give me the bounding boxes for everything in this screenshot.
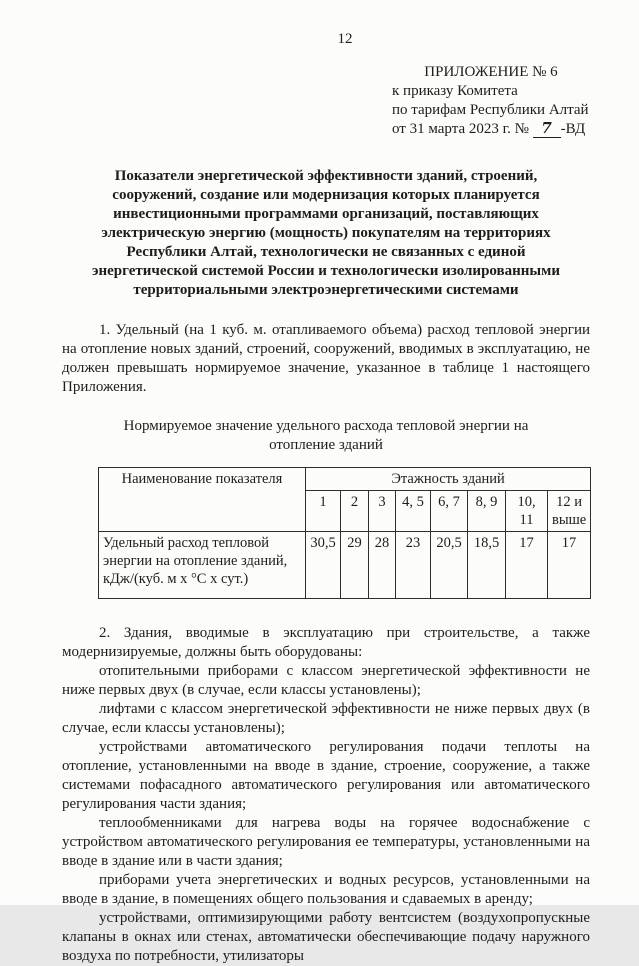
handwritten-order-number: 7 <box>541 119 552 137</box>
paragraph-2-item-meters: приборами учета энергетических и водных ресурсов, установленными на вводе в здание, в помещениях общего пользования и сдаваемых в аренду; <box>62 872 590 907</box>
value-cell: 30,5 <box>306 532 341 599</box>
appendix-order-line2: по тарифам Республики Алтай <box>392 102 589 118</box>
appendix-order-line1: к приказу Комитета <box>392 83 518 99</box>
value-cell: 29 <box>341 532 369 599</box>
indicator-name-header: Наименование показателя <box>99 468 306 532</box>
paragraph-1: 1. Удельный (на 1 куб. м. отапливаемого объема) расход тепловой энергии на отопление новых зданий, строений, сооружений, вводимых в эксплуатацию, не должен превышать нормируемое значение, указанное в таблице 1 настоящего Приложения. <box>62 322 590 395</box>
floor-header: 12 и выше <box>548 491 591 532</box>
norm-table <box>98 467 591 599</box>
paragraph-2-item-vent-systems: устройствами, оптимизирующими работу вентсистем (воздухопропускные клапаны в окнах или стенах, автоматически обеспечивающие подачу наружного воздуха по потребности, утилизаторы <box>62 910 590 964</box>
floor-header: 1 <box>306 491 341 532</box>
storeys-group-header: Этажность зданий <box>306 468 591 491</box>
paragraph-2-item-heating: отопительными приборами с классом энергетической эффективности не ниже первых двух (в случае, если классы установлены); <box>62 663 590 698</box>
order-date-suffix: -ВД <box>560 121 586 137</box>
floor-header: 10, 11 <box>506 491 548 532</box>
floor-header: 8, 9 <box>468 491 506 532</box>
page-number: 12 <box>337 31 353 47</box>
paragraph-2-item-heat-exchangers: теплообменниками для нагрева воды на горячее водоснабжение с устройством автоматического регулирования ее температуры, установленными на вводе в здание или в части здания; <box>62 815 590 869</box>
table-data-row <box>99 532 591 599</box>
order-number-blank <box>533 121 561 138</box>
table-caption: Нормируемое значение удельного расхода тепловой энергии на отопление зданий <box>123 418 529 453</box>
appendix-title: ПРИЛОЖЕНИЕ № 6 <box>424 64 558 80</box>
value-cell: 20,5 <box>431 532 468 599</box>
appendix-heading <box>392 63 590 139</box>
value-cell: 28 <box>369 532 396 599</box>
value-cell: 17 <box>506 532 548 599</box>
body-paragraphs <box>62 624 590 966</box>
appendix-date-line <box>392 120 590 139</box>
value-cell: 23 <box>396 532 431 599</box>
value-cell: 17 <box>548 532 591 599</box>
paragraph-2-item-elevators: лифтами с классом энергетической эффективности не ниже первых двух (в случае, если классы установлены); <box>62 701 590 736</box>
document-title: Показатели энергетической эффективности зданий, строений, сооружений, создание или модернизация которых планируется инвестиционными программами организаций, поставляющих электрическую энергию (мощность) покупателям на территориях Республики Алтай, технологически не связанных с единой энергетической системой России и технологически изолированными территориальными электроэнергетическими системами <box>91 168 561 298</box>
floor-header: 3 <box>369 491 396 532</box>
floor-header: 2 <box>341 491 369 532</box>
paragraph-2: 2. Здания, вводимые в эксплуатацию при строительстве, а также модернизируемые, должны быть оборудованы: <box>62 625 590 660</box>
order-date-prefix: от 31 марта 2023 г. № <box>392 121 529 137</box>
table-header-row-1 <box>99 468 591 491</box>
floor-header: 4, 5 <box>396 491 431 532</box>
floor-header: 6, 7 <box>431 491 468 532</box>
paragraph-2-item-auto-regulation: устройствами автоматического регулирования подачи теплоты на отопление, установленными на вводе в здание, строение, сооружение, а также системами пофасадного автоматического регулирования или автоматического регулирования части здания; <box>62 739 590 812</box>
value-cell: 18,5 <box>468 532 506 599</box>
indicator-name-cell: Удельный расход тепловой энергии на отопление зданий, кДж/(куб. м х °С х сут.) <box>99 532 306 599</box>
